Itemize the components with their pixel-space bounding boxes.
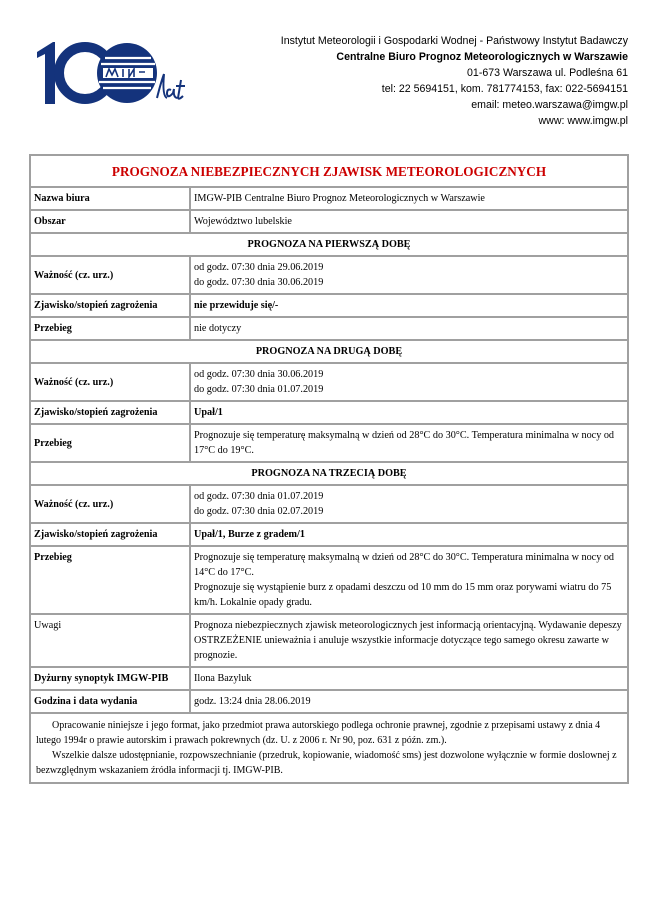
copyright-paragraph-1: Opracowanie niniejsze i jego format, jako przedmiot prawa autorskiego podlega ochronie prawnej, zgodnie z przepisami ustawy z dnia 4 lutego 1994r o prawie autorskim i prawach pokrewnych (dz. U. z 2006 r. Nr 90, poz. 631 z późn. zm.). [36, 720, 601, 746]
forecast-table [29, 154, 629, 784]
day1-course-value: nie dotyczy [190, 317, 628, 340]
day3-validity-from: od godz. 07:30 dnia 01.07.2019 [194, 491, 324, 502]
day2-validity-from: od godz. 07:30 dnia 30.06.2019 [194, 369, 324, 380]
day3-course-label: Przebieg [30, 546, 190, 614]
day1-course-label: Przebieg [30, 317, 190, 340]
institute-name: Instytut Meteorologii i Gospodarki Wodnej - Państwowy Instytut Badawczy [280, 35, 628, 47]
day2-phenomenon-value: Upał/1 [190, 401, 628, 424]
day3-course-temperature: Prognozuje się temperaturę maksymalną w dzień od 28°C do 30°C. Temperatura minimalna w nocy od 14°C do 17°C. [194, 552, 615, 578]
day2-validity-to: do godz. 07:30 dnia 01.07.2019 [194, 384, 324, 395]
issued-value: godz. 13:24 dnia 28.06.2019 [190, 690, 628, 713]
notes-label: Uwagi [30, 614, 190, 667]
duty-forecaster-value: Ilona Bazyluk [190, 667, 628, 690]
institute-contact-block [208, 33, 628, 129]
copyright-notice [30, 713, 628, 783]
day2-phenomenon-label: Zjawisko/stopień zagrożenia [30, 401, 190, 424]
institute-phone: tel: 22 5694151, kom. 781774153, fax: 022-5694151 [381, 83, 628, 95]
day1-phenomenon-value: nie przewiduje się/- [190, 294, 628, 317]
day1-validity-value [190, 256, 628, 294]
day3-validity-label: Ważność (cz. urz.) [30, 485, 190, 523]
day3-phenomenon-value: Upał/1, Burze z gradem/1 [190, 523, 628, 546]
day3-course-value [190, 546, 628, 614]
day3-course-storms: Prognozuje się wystąpienie burz z opadami deszczu od 10 mm do 15 mm oraz porywami wiatru do 75 km/h. Lokalnie opady gradu. [194, 582, 612, 608]
day3-validity-value [190, 485, 628, 523]
day1-heading: PROGNOZA NA PIERWSZĄ DOBĘ [30, 233, 628, 256]
office-name: Centralne Biuro Prognoz Meteorologicznych w Warszawie [336, 51, 628, 63]
day1-validity-label: Ważność (cz. urz.) [30, 256, 190, 294]
day1-phenomenon-label: Zjawisko/stopień zagrożenia [30, 294, 190, 317]
day2-validity-label: Ważność (cz. urz.) [30, 363, 190, 401]
area-label: Obszar [30, 210, 190, 233]
day3-validity-to: do godz. 07:30 dnia 02.07.2019 [194, 506, 324, 517]
office-value: IMGW-PIB Centralne Biuro Prognoz Meteorologicznych w Warszawie [190, 187, 628, 210]
issued-label: Godzina i data wydania [30, 690, 190, 713]
institute-website[interactable]: www: www.imgw.pl [538, 115, 628, 127]
day3-phenomenon-label: Zjawisko/stopień zagrożenia [30, 523, 190, 546]
day2-course-value: Prognozuje się temperaturę maksymalną w dzień od 28°C do 30°C. Temperatura minimalna w nocy od 17°C do 19°C. [190, 424, 628, 462]
office-label: Nazwa biura [30, 187, 190, 210]
notes-value: Prognoza niebezpiecznych zjawisk meteorologicznych jest informacją orientacyjną. Wydawanie depeszy OSTRZEŻENIE unieważnia i anuluje wszystkie informacje dotyczące tego samego okresu zawarte w prognozie. [190, 614, 628, 667]
duty-forecaster-label: Dyżurny synoptyk IMGW-PIB [30, 667, 190, 690]
day1-validity-from: od godz. 07:30 dnia 29.06.2019 [194, 262, 324, 273]
institute-address: 01-673 Warszawa ul. Podleśna 61 [467, 67, 628, 79]
document-title: PROGNOZA NIEBEZPIECZNYCH ZJAWISK METEOROLOGICZNYCH [30, 155, 628, 187]
imgw-100-lat-logo [33, 38, 193, 110]
day2-course-label: Przebieg [30, 424, 190, 462]
copyright-paragraph-2: Wszelkie dalsze udostępnianie, rozpowszechnianie (przedruk, kopiowanie, wiadomość sms) jest dozwolone wyłącznie w formie doslownej z bezwzględnym wskazaniem źródła informacji tj. IMGW-PIB. [36, 750, 617, 776]
area-value: Województwo lubelskie [190, 210, 628, 233]
day2-heading: PROGNOZA NA DRUGĄ DOBĘ [30, 340, 628, 363]
day1-validity-to: do godz. 07:30 dnia 30.06.2019 [194, 277, 324, 288]
institute-email[interactable]: email: meteo.warszawa@imgw.pl [471, 99, 628, 111]
day2-validity-value [190, 363, 628, 401]
day3-heading: PROGNOZA NA TRZECIĄ DOBĘ [30, 462, 628, 485]
